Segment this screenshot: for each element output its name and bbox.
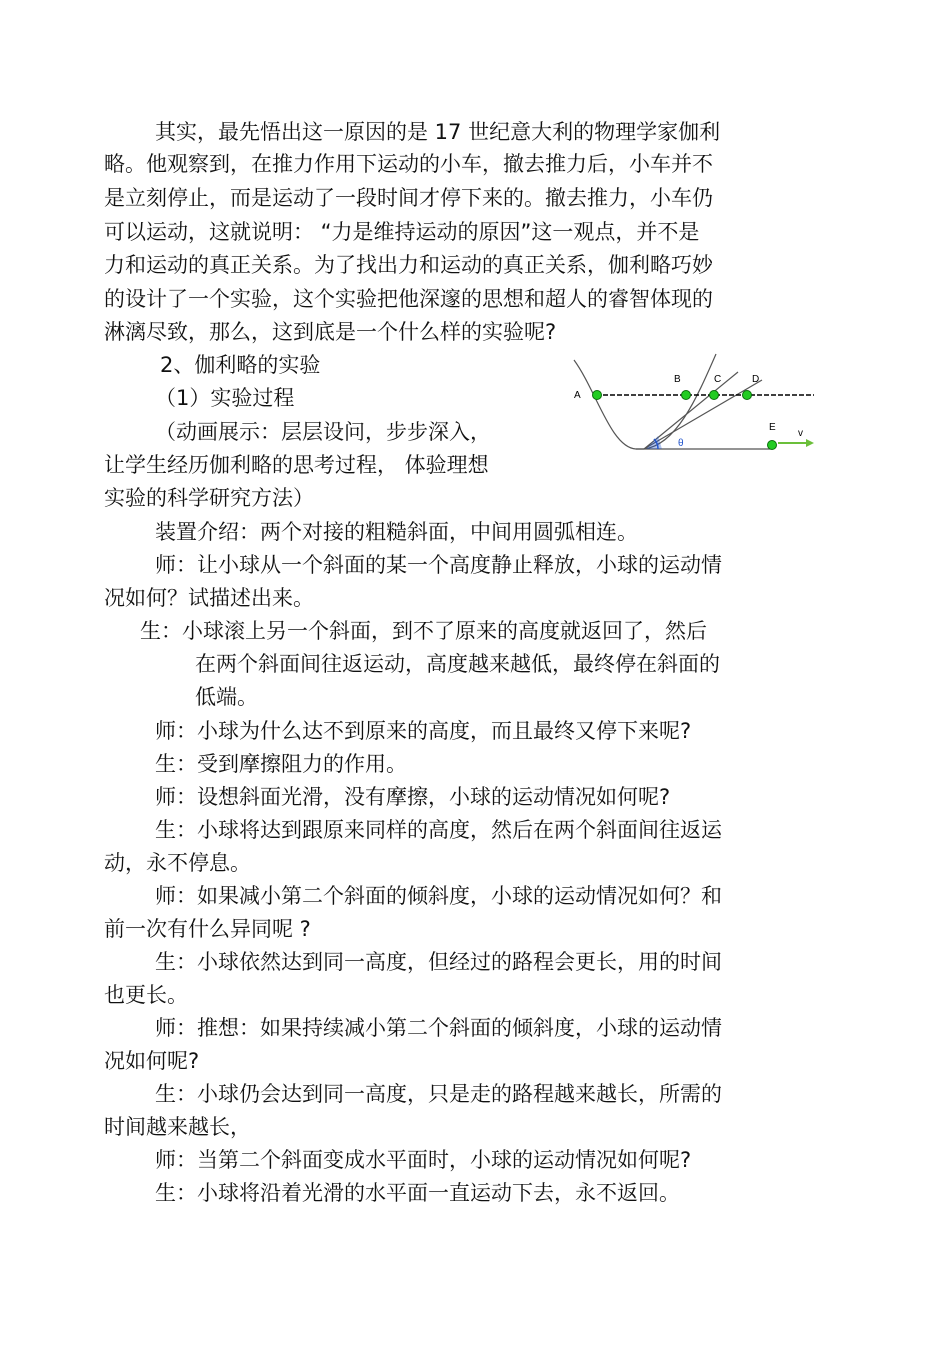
- text-line-24: 师：如果减小第二个斜面的倾斜度，小球的运动情况如何？和: [155, 884, 722, 908]
- text-line-31: 时间越来越长，: [104, 1115, 251, 1139]
- text-line-23: 动，永不停息。: [104, 851, 251, 875]
- steep-slope-curve: [644, 354, 716, 449]
- text-line-16: 生：小球滚上另一个斜面，到不了原来的高度就返回了，然后: [140, 619, 707, 643]
- text-line-19: 师：小球为什么达不到原来的高度，而且最终又停下来呢?: [155, 719, 692, 743]
- text-line-17: 在两个斜面间往返运动，高度越来越低，最终停在斜面的: [195, 652, 720, 676]
- label-theta: θ: [678, 438, 684, 449]
- label-v: v: [798, 428, 803, 439]
- ball-e: [768, 441, 777, 450]
- text-line-27: 也更长。: [104, 983, 188, 1007]
- label-b: B: [674, 374, 681, 385]
- text-line-12: 实验的科学研究方法）: [104, 486, 314, 510]
- ball-d: [743, 391, 752, 400]
- text-line-3: 是立刻停止，而是运动了一段时间才停下来的。撤去推力，小车仍: [104, 186, 713, 210]
- text-line-11: 让学生经历伽利略的思考过程， 体验理想: [104, 453, 489, 477]
- angle-wedge: [646, 436, 662, 449]
- inclined-plane-diagram: [566, 350, 820, 458]
- text-line-6: 的设计了一个实验，这个实验把他深邃的思想和超人的睿智体现的: [104, 287, 713, 311]
- text-line-28: 师：推想：如果持续减小第二个斜面的倾斜度，小球的运动情: [155, 1016, 722, 1040]
- left-slope-curve: [574, 360, 644, 449]
- text-line-26: 生：小球依然达到同一高度，但经过的路程会更长，用的时间: [155, 950, 722, 974]
- text-line-25: 前一次有什么异同呢 ?: [104, 917, 311, 941]
- text-line-20: 生：受到摩擦阻力的作用。: [155, 752, 407, 776]
- text-line-32: 师：当第二个斜面变成水平面时，小球的运动情况如何呢?: [155, 1148, 692, 1172]
- text-line-14: 师：让小球从一个斜面的某一个高度静止释放，小球的运动情: [155, 553, 722, 577]
- ball-c: [710, 391, 719, 400]
- label-d: D: [752, 374, 760, 385]
- incline-d: [644, 380, 762, 449]
- text-line-10: （动画展示：层层设问，步步深入，: [155, 420, 491, 444]
- text-line-33: 生：小球将沿着光滑的水平面一直运动下去，永不返回。: [155, 1181, 680, 1205]
- ball-a: [593, 391, 602, 400]
- text-line-1: 其实，最先悟出这一原因的是 17 世纪意大利的物理学家伽利: [155, 120, 721, 144]
- text-line-29: 况如何呢?: [104, 1049, 200, 1073]
- text-line-30: 生：小球仍会达到同一高度，只是走的路程越来越长，所需的: [155, 1082, 722, 1106]
- text-line-22: 生：小球将达到跟原来同样的高度，然后在两个斜面间往返运: [155, 818, 722, 842]
- text-line-21: 师：设想斜面光滑，没有摩擦，小球的运动情况如何呢?: [155, 785, 671, 809]
- subsection-heading: （1）实验过程: [155, 386, 295, 410]
- label-e: E: [769, 422, 776, 433]
- text-line-2: 略。他观察到，在推力作用下运动的小车，撤去推力后，小车并不: [104, 152, 713, 176]
- text-line-15: 况如何？试描述出来。: [104, 586, 314, 610]
- section-heading: 2、伽利略的实验: [160, 353, 321, 377]
- label-c: C: [714, 374, 722, 385]
- velocity-arrowhead: [806, 439, 814, 447]
- text-line-13: 装置介绍：两个对接的粗糙斜面，中间用圆弧相连。: [155, 520, 638, 544]
- text-line-4: 可以运动，这就说明： “力是维持运动的原因”这一观点，并不是: [104, 220, 700, 244]
- text-line-18: 低端。: [195, 685, 258, 709]
- ball-b: [682, 391, 691, 400]
- text-line-7: 淋漓尽致，那么，这到底是一个什么样的实验呢?: [104, 320, 557, 344]
- text-line-5: 力和运动的真正关系。为了找出力和运动的真正关系，伽利略巧妙: [104, 253, 713, 277]
- label-a: A: [574, 390, 581, 401]
